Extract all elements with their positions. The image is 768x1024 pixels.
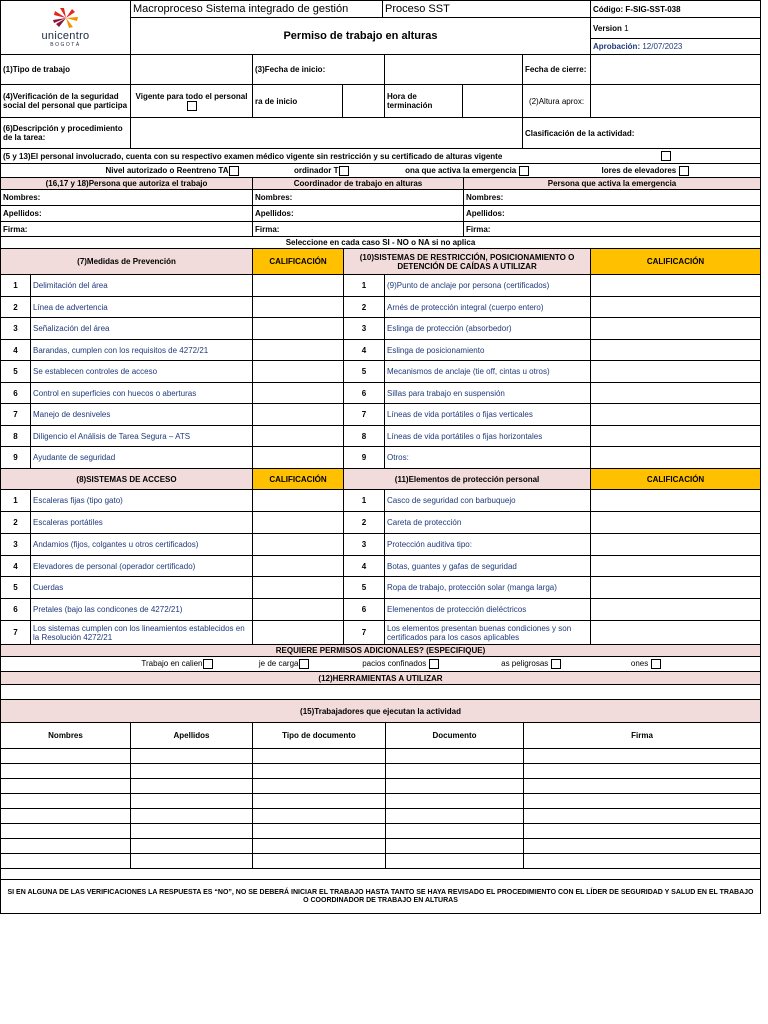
altura-label: (2)Altura aprox: (523, 85, 591, 118)
acceso-title: (8)SISTEMAS DE ACCESO (1, 469, 253, 490)
acceso-item-label: Los sistemas cumplen con los lineamientos establecidos en la Resolución 4272/21 (31, 621, 253, 645)
acceso-item-label: Pretales (bajo las condicones de 4272/21) (31, 599, 253, 621)
acceso-item-label: Cuerdas (31, 577, 253, 599)
epp-item-label: Casco de seguridad con barbuquejo (385, 490, 591, 512)
worker-documento-field[interactable] (386, 839, 524, 854)
tipo-trabajo-label: (1)Tipo de trabajo (1, 55, 131, 85)
epp-item-rating[interactable] (591, 534, 761, 556)
epp-item-number: 2 (344, 512, 385, 534)
restriccion-item-rating[interactable] (591, 297, 761, 318)
medidas-item-number: 6 (1, 383, 31, 404)
hora-terminacion-label: Hora de terminación (385, 85, 463, 118)
acceso-item-rating[interactable] (253, 534, 344, 556)
footer-text: SI EN ALGUNA DE LAS VERIFICACIONES LA RESPUESTA ES “NO”, NO SE DEBERÁ INICIAR EL TRABAJO HASTA TANTO SE HAYA REVISADO EL PROCEDIMIENTO CON EL LÍDER DE SEGURIDAD Y SALUD EN EL TRABAJO O COORDINADOR DE TRABAJO EN ALTURAS (1, 880, 761, 914)
worker-documento-field[interactable] (386, 824, 524, 839)
worker-nombres-field[interactable] (1, 809, 131, 824)
acceso-item-number: 5 (1, 577, 31, 599)
emergencia-cell: ona que activa la emergencia (351, 164, 531, 178)
hora-inicio-field[interactable] (343, 85, 385, 118)
checklist-row (1, 577, 761, 599)
epp-item-rating[interactable] (591, 490, 761, 512)
acceso-item-label: Escaleras fijas (tipo gato) (31, 490, 253, 512)
descripcion-field[interactable] (131, 118, 523, 149)
nivel-cell: Nivel autorizado o Reentreno TA (1, 164, 241, 178)
acceso-item-rating[interactable] (253, 556, 344, 577)
form-version: Version 1 (591, 18, 761, 39)
authorizer-apellidos[interactable]: Apellidos: (1, 206, 253, 222)
restriccion-item-number: 8 (344, 426, 385, 447)
brand-city: BOGOTÁ (50, 42, 81, 48)
restriccion-title: (10)SISTEMAS DE RESTRICCIÓN, POSICIONAMIENTO O DETENCIÓN DE CAÍDAS A UTILIZAR (344, 249, 591, 275)
footer-warning (0, 868, 761, 914)
acceso-item-number: 4 (1, 556, 31, 577)
fecha-inicio-field[interactable] (385, 55, 523, 85)
restriccion-item-number: 6 (344, 383, 385, 404)
checklist-row (1, 534, 761, 556)
process-label: Proceso SST (383, 1, 591, 18)
col-nombres: Nombres (1, 723, 131, 749)
restriccion-item-rating[interactable] (591, 361, 761, 383)
acceso-item-rating[interactable] (253, 599, 344, 621)
acceso-item-label: Elevadores de personal (operador certificado) (31, 556, 253, 577)
instruction-text: Seleccione en cada caso SI - NO o NA si no aplica (1, 237, 761, 249)
tipo-trabajo-field[interactable] (131, 55, 253, 85)
medidas-item-label: Diligencio el Análisis de Tarea Segura – ATS (31, 426, 253, 447)
emergency-apellidos[interactable]: Apellidos: (464, 206, 761, 222)
coord-checkbox[interactable] (339, 166, 349, 176)
epp-item-label: Ropa de trabajo, protección solar (manga larga) (385, 577, 591, 599)
medidas-item-rating[interactable] (253, 426, 344, 447)
emergency-header: Persona que activa la emergencia (464, 178, 761, 190)
restriccion-item-number: 7 (344, 404, 385, 426)
worker-firma-field[interactable] (524, 749, 761, 764)
worker-row (1, 764, 761, 779)
worker-row (1, 749, 761, 764)
epp-item-number: 1 (344, 490, 385, 512)
worker-firma-field[interactable] (524, 779, 761, 794)
restriccion-item-rating[interactable] (591, 426, 761, 447)
restriccion-item-number: 2 (344, 297, 385, 318)
logo-icon (51, 7, 81, 29)
epp-item-rating[interactable] (591, 577, 761, 599)
permits-options (0, 656, 761, 672)
medidas-item-rating[interactable] (253, 297, 344, 318)
authorizers (0, 177, 761, 249)
medidas-item-rating[interactable] (253, 318, 344, 340)
medidas-item-rating[interactable] (253, 275, 344, 297)
emergencia-checkbox[interactable] (519, 166, 529, 176)
worker-documento-field[interactable] (386, 779, 524, 794)
fecha-inicio-label: (3)Fecha de inicio: (253, 55, 385, 85)
worker-nombres-field[interactable] (1, 749, 131, 764)
hora-inicio-label: ra de inicio (253, 85, 343, 118)
coordinator-apellidos[interactable]: Apellidos: (253, 206, 464, 222)
acceso-item-rating[interactable] (253, 621, 344, 645)
checklist-row (1, 447, 761, 469)
permit-option-otros: ones (563, 657, 663, 672)
acceso-item-number: 3 (1, 534, 31, 556)
checklist-row (1, 383, 761, 404)
footer-spacer (1, 869, 761, 880)
epp-item-label: Los elementos presentan buenas condiciones y son certificados para los casos aplicables (385, 621, 591, 645)
worker-row (1, 854, 761, 869)
restriccion-item-label: Otros: (385, 447, 591, 469)
worker-nombres-field[interactable] (1, 794, 131, 809)
checklist-access-epp (0, 468, 761, 645)
acceso-item-label: Escaleras portátiles (31, 512, 253, 534)
tools-section (0, 671, 761, 700)
epp-item-label: Protección auditiva tipo: (385, 534, 591, 556)
worker-documento-field[interactable] (386, 764, 524, 779)
restriccion-item-rating[interactable] (591, 383, 761, 404)
authorizer-nombres[interactable]: Nombres: (1, 190, 253, 206)
herramientas-field[interactable] (1, 685, 761, 700)
restriccion-item-label: Arnés de protección integral (cuerpo entero) (385, 297, 591, 318)
examen-spacer (691, 149, 761, 164)
acceso-calificacion-header: CALIFICACIÓN (253, 469, 344, 490)
restriccion-item-label: Sillas para trabajo en suspensión (385, 383, 591, 404)
worker-tipo-documento-field[interactable] (253, 794, 386, 809)
medidas-item-rating[interactable] (253, 340, 344, 361)
worker-tipo-documento-field[interactable] (253, 764, 386, 779)
restriccion-item-rating[interactable] (591, 340, 761, 361)
coord-cell: ordinador T (241, 164, 351, 178)
restriccion-calificacion-header: CALIFICACIÓN (591, 249, 761, 275)
worker-apellidos-field[interactable] (131, 839, 253, 854)
permit-option-carga: je de carga (215, 657, 311, 672)
worker-apellidos-field[interactable] (131, 794, 253, 809)
col-apellidos: Apellidos (131, 723, 253, 749)
epp-item-number: 6 (344, 599, 385, 621)
worker-tipo-documento-field[interactable] (253, 824, 386, 839)
restriccion-item-number: 9 (344, 447, 385, 469)
authorizer-header: (16,17 y 18)Persona que autoriza el trabajo (1, 178, 253, 190)
medidas-item-number: 3 (1, 318, 31, 340)
nivel-spacer (691, 164, 761, 178)
acceso-item-rating[interactable] (253, 577, 344, 599)
restriccion-item-rating[interactable] (591, 404, 761, 426)
form-header (0, 0, 761, 55)
epp-item-label: Careta de protección (385, 512, 591, 534)
worker-row (1, 809, 761, 824)
nivel-checkbox[interactable] (229, 166, 239, 176)
workers-table (0, 699, 761, 869)
authorizer-firma[interactable]: Firma: (1, 222, 253, 237)
worker-nombres-field[interactable] (1, 854, 131, 869)
worker-row (1, 824, 761, 839)
epp-item-number: 3 (344, 534, 385, 556)
worker-tipo-documento-field[interactable] (253, 839, 386, 854)
epp-item-rating[interactable] (591, 512, 761, 534)
col-firma: Firma (524, 723, 761, 749)
medidas-item-label: Manejo de desniveles (31, 404, 253, 426)
form-code: Código: F-SIG-SST-038 (591, 1, 761, 18)
col-documento: Documento (386, 723, 524, 749)
epp-item-number: 4 (344, 556, 385, 577)
acceso-item-label: Andamios (fijos, colgantes u otros certificados) (31, 534, 253, 556)
coordinator-nombres[interactable]: Nombres: (253, 190, 464, 206)
examen-label: (5 y 13)El personal involucrado, cuenta con su respectivo examen médico vigente sin restricción y su certificado de alturas vigente (1, 149, 641, 164)
restriccion-item-label: Líneas de vida portátiles o fijas verticales (385, 404, 591, 426)
worker-tipo-documento-field[interactable] (253, 779, 386, 794)
checklist-row (1, 275, 761, 297)
checklist-prevention-restriction (0, 248, 761, 469)
restriccion-item-label: Líneas de vida portátiles o fijas horizontales (385, 426, 591, 447)
form-approval: Aprobación: 12/07/2023 (591, 39, 761, 55)
verificacion-label: (4)Verificación de la seguridad social del personal que participa (1, 85, 131, 118)
emergency-nombres[interactable]: Nombres: (464, 190, 761, 206)
worker-firma-field[interactable] (524, 794, 761, 809)
trabajadores-title: (15)Trabajadores que ejecutan la actividad (1, 700, 761, 723)
checklist-row (1, 340, 761, 361)
medidas-item-label: Barandas, cumplen con los requisitos de 4272/21 (31, 340, 253, 361)
medidas-item-rating[interactable] (253, 361, 344, 383)
worker-tipo-documento-field[interactable] (253, 749, 386, 764)
worker-row (1, 779, 761, 794)
worker-row (1, 794, 761, 809)
permit-option-peligrosas: as peligrosas (441, 657, 563, 672)
epp-item-rating[interactable] (591, 599, 761, 621)
medidas-item-number: 7 (1, 404, 31, 426)
vigente-label: Vigente para todo el personal (135, 91, 248, 101)
worker-nombres-field[interactable] (1, 824, 131, 839)
worker-documento-field[interactable] (386, 749, 524, 764)
restriccion-item-rating[interactable] (591, 447, 761, 469)
worker-documento-field[interactable] (386, 794, 524, 809)
clasificacion-label: Clasificación de la actividad: (523, 118, 761, 149)
worker-firma-field[interactable] (524, 839, 761, 854)
acceso-item-rating[interactable] (253, 490, 344, 512)
permit-peligrosas-checkbox[interactable] (551, 659, 561, 669)
form-title: Permiso de trabajo en alturas (131, 18, 591, 55)
emergency-firma[interactable]: Firma: (464, 222, 761, 237)
worker-tipo-documento-field[interactable] (253, 809, 386, 824)
descripcion-label: (6)Descripción y procedimiento de la tarea: (1, 118, 131, 149)
macroprocess-label: Macroproceso Sistema integrado de gestión (131, 1, 383, 18)
checklist-row (1, 426, 761, 447)
medidas-item-label: Control en superficies con huecos o aberturas (31, 383, 253, 404)
restriccion-item-label: (9)Punto de anclaje por persona (certificados) (385, 275, 591, 297)
worker-apellidos-field[interactable] (131, 809, 253, 824)
acceso-item-number: 7 (1, 621, 31, 645)
permit-otros-checkbox[interactable] (651, 659, 661, 669)
medidas-item-number: 5 (1, 361, 31, 383)
permit-option-confinados: pacios confinados (311, 657, 441, 672)
worker-apellidos-field[interactable] (131, 824, 253, 839)
restriccion-item-rating[interactable] (591, 318, 761, 340)
medidas-item-label: Línea de advertencia (31, 297, 253, 318)
checklist-row (1, 490, 761, 512)
restriccion-item-number: 1 (344, 275, 385, 297)
medidas-item-number: 9 (1, 447, 31, 469)
vigente-checkbox[interactable] (187, 101, 197, 111)
worker-apellidos-field[interactable] (131, 749, 253, 764)
checklist-row (1, 621, 761, 645)
worker-apellidos-field[interactable] (131, 854, 253, 869)
medidas-item-label: Ayudante de seguridad (31, 447, 253, 469)
coordinator-firma[interactable]: Firma: (253, 222, 464, 237)
checklist-row (1, 556, 761, 577)
medidas-item-number: 1 (1, 275, 31, 297)
examen-checkbox-cell (641, 149, 691, 164)
epp-item-number: 7 (344, 621, 385, 645)
restriccion-item-number: 3 (344, 318, 385, 340)
medidas-item-number: 4 (1, 340, 31, 361)
checklist-row (1, 599, 761, 621)
restriccion-item-number: 4 (344, 340, 385, 361)
acceso-item-number: 2 (1, 512, 31, 534)
epp-item-number: 5 (344, 577, 385, 599)
elevadores-cell: lores de elevadores (531, 164, 691, 178)
worker-firma-field[interactable] (524, 854, 761, 869)
hora-terminacion-field[interactable] (463, 85, 523, 118)
epp-item-rating[interactable] (591, 556, 761, 577)
epp-item-label: Elemenentos de protección dieléctricos (385, 599, 591, 621)
acceso-item-number: 6 (1, 599, 31, 621)
permit-carga-checkbox[interactable] (299, 659, 309, 669)
worker-apellidos-field[interactable] (131, 764, 253, 779)
medidas-item-label: Señalización del área (31, 318, 253, 340)
restriccion-item-number: 5 (344, 361, 385, 383)
checklist-row (1, 297, 761, 318)
worker-firma-field[interactable] (524, 764, 761, 779)
permisos-title: REQUIERE PERMISOS ADICIONALES? (ESPECIFIQUE) (1, 645, 761, 657)
worker-documento-field[interactable] (386, 854, 524, 869)
worker-firma-field[interactable] (524, 824, 761, 839)
acceso-item-rating[interactable] (253, 512, 344, 534)
checklist-row (1, 404, 761, 426)
medidas-item-label: Se establecen controles de acceso (31, 361, 253, 383)
altura-field[interactable] (591, 85, 761, 118)
vigente-cell (131, 85, 253, 118)
examen-checkbox[interactable] (661, 151, 671, 161)
medidas-calificacion-header: CALIFICACIÓN (253, 249, 344, 275)
worker-nombres-field[interactable] (1, 779, 131, 794)
elevadores-checkbox[interactable] (679, 166, 689, 176)
medidas-item-number: 2 (1, 297, 31, 318)
permit-calor-checkbox[interactable] (203, 659, 213, 669)
permits-spacer (663, 657, 761, 672)
medidas-item-number: 8 (1, 426, 31, 447)
company-logo (1, 1, 131, 55)
medidas-item-rating[interactable] (253, 404, 344, 426)
brand-name: unicentro (41, 30, 90, 42)
worker-tipo-documento-field[interactable] (253, 854, 386, 869)
worker-firma-field[interactable] (524, 809, 761, 824)
medidas-title: (7)Medidas de Prevención (1, 249, 253, 275)
restriccion-item-label: Eslinga de protección (absorbedor) (385, 318, 591, 340)
worker-nombres-field[interactable] (1, 839, 131, 854)
coordinator-header: Coordinador de trabajo en alturas (253, 178, 464, 190)
restriccion-item-rating[interactable] (591, 275, 761, 297)
nivel-row (0, 163, 761, 178)
general-info (0, 54, 761, 149)
acceso-item-number: 1 (1, 490, 31, 512)
epp-item-label: Botas, guantes y gafas de seguridad (385, 556, 591, 577)
fecha-cierre-label: Fecha de cierre: (523, 55, 591, 85)
worker-nombres-field[interactable] (1, 764, 131, 779)
worker-row (1, 839, 761, 854)
permit-confinados-checkbox[interactable] (429, 659, 439, 669)
col-tipo-documento: Tipo de documento (253, 723, 386, 749)
medidas-item-rating[interactable] (253, 447, 344, 469)
worker-apellidos-field[interactable] (131, 779, 253, 794)
checklist-row (1, 361, 761, 383)
checklist-row (1, 512, 761, 534)
epp-item-rating[interactable] (591, 621, 761, 645)
worker-documento-field[interactable] (386, 809, 524, 824)
fecha-cierre-field[interactable] (591, 55, 761, 85)
personnel-checks (0, 148, 761, 164)
permit-option-calor: Trabajo en calien (1, 657, 215, 672)
medidas-item-rating[interactable] (253, 383, 344, 404)
restriccion-item-label: Mecanismos de anclaje (tie off, cintas u otros) (385, 361, 591, 383)
epp-calificacion-header: CALIFICACIÓN (591, 469, 761, 490)
medidas-item-label: Delimitación del área (31, 275, 253, 297)
herramientas-title: (12)HERRAMIENTAS A UTILIZAR (1, 672, 761, 685)
checklist-row (1, 318, 761, 340)
restriccion-item-label: Eslinga de posicionamiento (385, 340, 591, 361)
epp-title: (11)Elementos de protección personal (344, 469, 591, 490)
